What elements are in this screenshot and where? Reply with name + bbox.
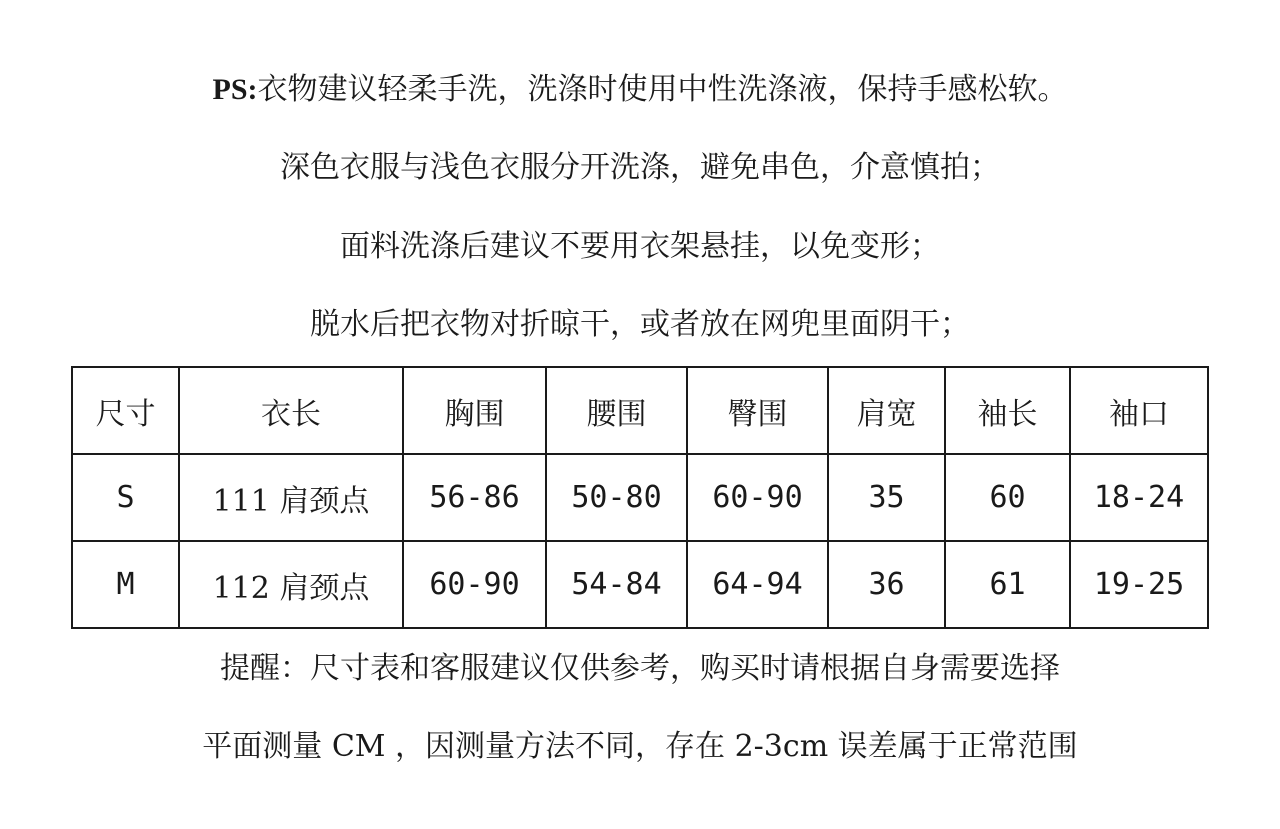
cell-sleeve-length: 61 bbox=[945, 541, 1070, 628]
cell-shoulder: 35 bbox=[828, 454, 945, 541]
header-length: 衣长 bbox=[179, 367, 403, 454]
cell-hip: 60-90 bbox=[687, 454, 828, 541]
cell-sleeve-length: 60 bbox=[945, 454, 1070, 541]
measurement-note-line: 平面测量 CM ，因测量方法不同，存在 2-3cm 误差属于正常范围 bbox=[202, 729, 1078, 764]
care-note-text-1: 衣物建议轻柔手洗，洗涤时使用中性洗涤液，保持手感松软。 bbox=[257, 72, 1068, 107]
cell-waist: 54-84 bbox=[546, 541, 687, 628]
cell-length: 112 肩颈点 bbox=[179, 541, 403, 628]
cell-chest: 56-86 bbox=[403, 454, 546, 541]
reminder-line: 提醒：尺寸表和客服建议仅供参考，购买时请根据自身需要选择 bbox=[220, 651, 1060, 686]
cell-size: M bbox=[72, 541, 179, 628]
care-note-line-2: 深色衣服与浅色衣服分开洗涤，避免串色，介意慎拍； bbox=[280, 150, 1000, 185]
cell-waist: 50-80 bbox=[546, 454, 687, 541]
ps-label: PS: bbox=[212, 73, 258, 106]
header-hip: 臀围 bbox=[687, 367, 828, 454]
care-note-line-1 bbox=[0, 70, 1280, 110]
cell-chest: 60-90 bbox=[403, 541, 546, 628]
header-sleeve-length: 袖长 bbox=[945, 367, 1070, 454]
cell-length: 111 肩颈点 bbox=[179, 454, 403, 541]
header-waist: 腰围 bbox=[546, 367, 687, 454]
size-table bbox=[71, 366, 1209, 629]
table-header-row bbox=[72, 367, 1208, 454]
header-cuff: 袖口 bbox=[1070, 367, 1208, 454]
care-note-line-3: 面料洗涤后建议不要用衣架悬挂，以免变形； bbox=[340, 229, 940, 264]
cell-shoulder: 36 bbox=[828, 541, 945, 628]
cell-hip: 64-94 bbox=[687, 541, 828, 628]
cell-size: S bbox=[72, 454, 179, 541]
header-shoulder: 肩宽 bbox=[828, 367, 945, 454]
header-chest: 胸围 bbox=[403, 367, 546, 454]
table-row bbox=[72, 541, 1208, 628]
care-note-line-4: 脱水后把衣物对折晾干，或者放在网兜里面阴干； bbox=[310, 307, 970, 342]
table-row bbox=[72, 454, 1208, 541]
cell-cuff: 18-24 bbox=[1070, 454, 1208, 541]
cell-cuff: 19-25 bbox=[1070, 541, 1208, 628]
header-size: 尺寸 bbox=[72, 367, 179, 454]
